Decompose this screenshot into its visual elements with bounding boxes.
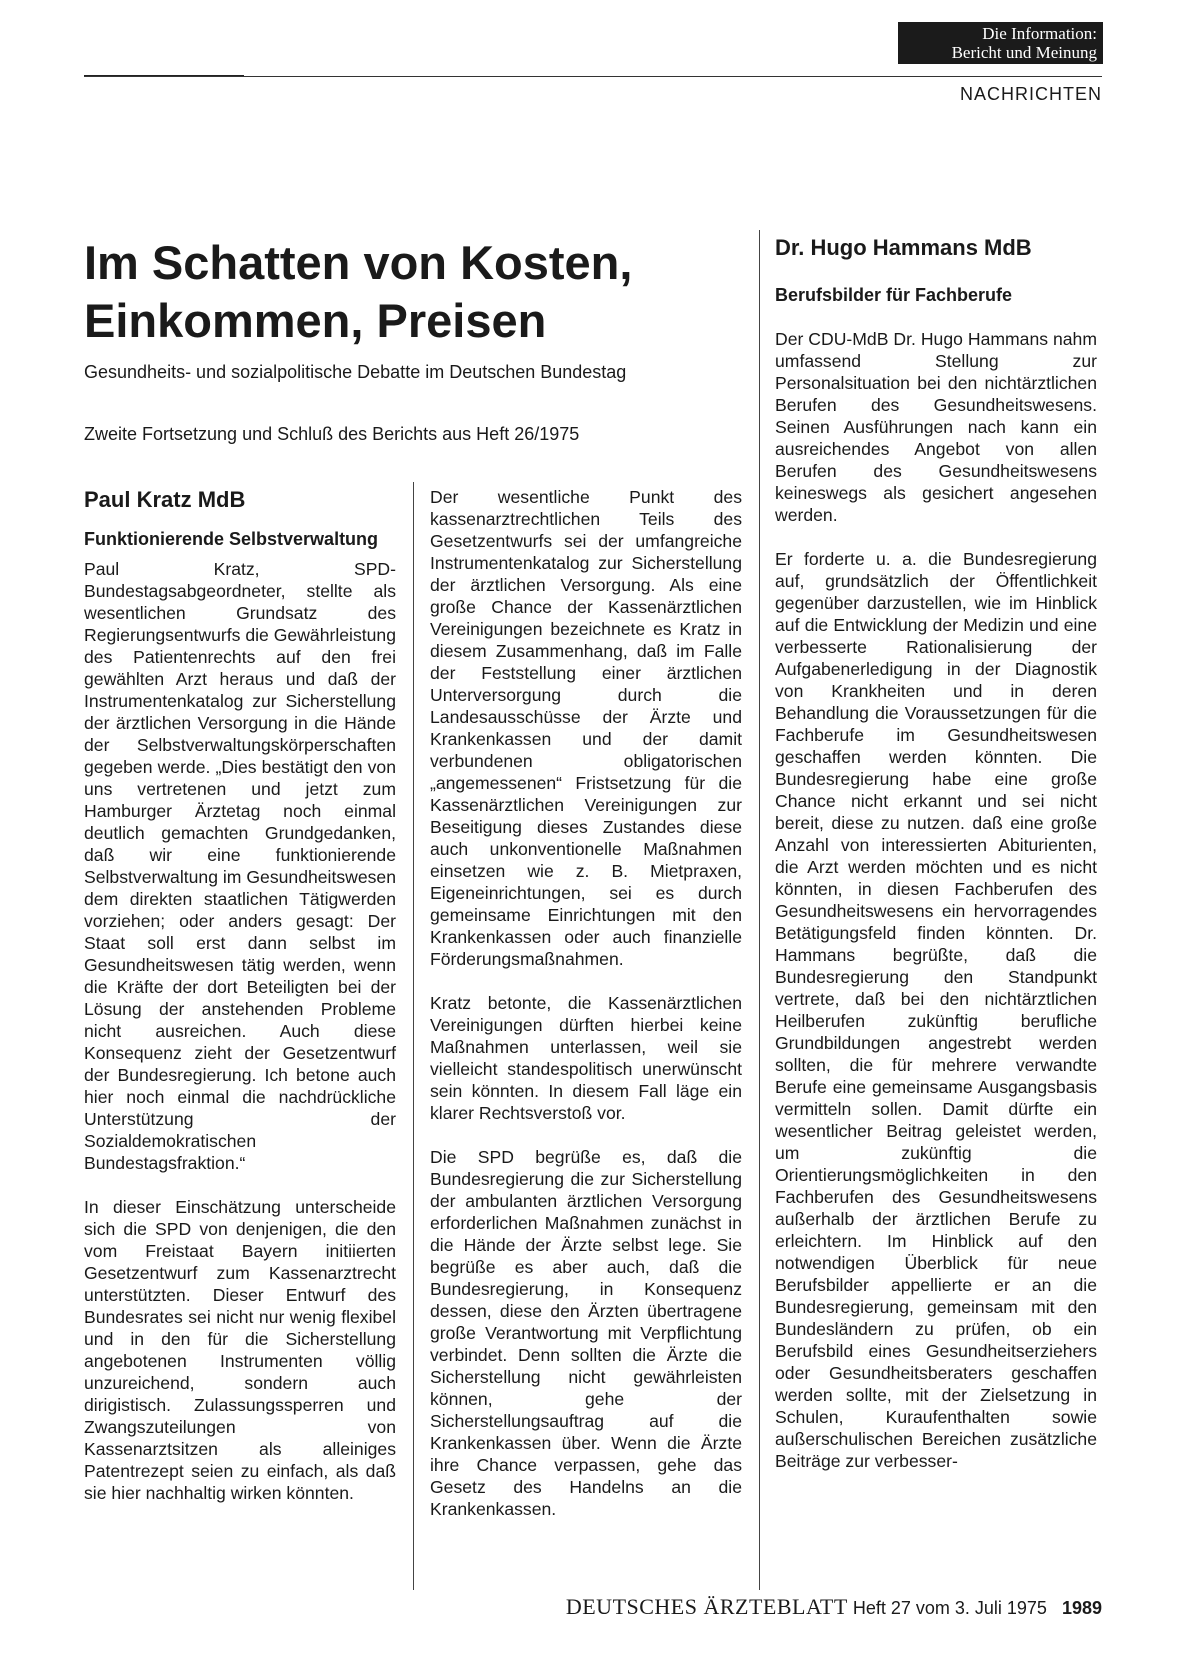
speaker-heading: Dr. Hugo Hammans MdB	[775, 235, 1032, 260]
badge-line-2: Bericht und Meinung	[951, 43, 1097, 62]
paragraph: Er forderte u. a. die Bundesregierung auf, grundsätzlich der Öffentlichkeit gegenüber darzustellen, wie im Hinblick auf die Entwicklung der Medizin und eine verbesserte Rationalisierung der Aufgabenerledigung in der Diagnostik von Krankheiten und in deren Behandlung die Voraussetzungen für die Fachberufe im Gesundheitswesen geschaffen werden könnten. Die Bundesregierung habe eine große Chance nicht erkannt und sei nicht bereit, diese zu nutzen. daß eine große Anzahl von interessierten Abiturienten, die Arzt werden möchten und es nicht könnten, in diesen Fachberufen des Gesundheitswesens ein hervorragendes Betätigungsfeld finden könnten. Dr. Hammans begrüßte, daß die Bundesregierung den Standpunkt vertrete, daß bei den nichtärztlichen Heilberufen zukünftig berufliche Grundbildungen angestrebt werden sollten, die für mehrere verwandte Berufe eine gemeinsame Ausgangsbasis vermitteln sollen. Damit dürfte ein wesentlicher Beitrag geleistet werden, um zukünftig die Orientierungsmöglichkeiten in den Fachberufen des Gesundheitswesens außerhalb der ärztlichen Berufe zu erleichtern. Im Hinblick auf den notwendigen Überblick für neue Berufsbilder appellierte er an die Bundesregierung, gemeinsam mit den Bundesländern zu prüfen, ob ein Berufsbild eines Gesundheitserziehers oder Gesundheitsberaters geschaffen werden sollte, mit der Zielsetzung in Schulen, Kuraufenthalten sowie außerschulischen Bereichen zusätzliche Beiträge zur verbesser-	[775, 549, 1097, 1471]
paragraph: Kratz betonte, die Kassenärztlichen Vereinigungen dürften hierbei keine Maßnahmen unterlassen, weil sie vielleicht standespolitisch unerwünscht sein könnten. In diesem Fall läge ein klarer Rechtsverstoß vor.	[430, 993, 742, 1123]
speaker-heading: Paul Kratz MdB	[84, 487, 246, 512]
article-title	[84, 234, 744, 350]
paragraph: Die SPD begrüße es, daß die Bundesregierung die zur Sicherstellung der ambulanten ärztlichen Versorgung erforderlichen Maßnahmen zunächst in die Hände der Ärzte selbst lege. Sie begrüße es aber auch, daß die Bundesregierung, in Konsequenz dessen, diese den Ärzten übertragene große Verantwortung mit Verpflichtung verbindet. Denn sollten die Ärzte die Sicherstellung nicht gewährleisten können, gehe der Sicherstellungsauftrag auf die Krankenkassen über. Wenn die Ärzte ihre Chance verpassen, gehe das Gesetz des Handelns an die Krankenkassen.	[430, 1147, 742, 1519]
page-footer	[480, 1594, 1102, 1620]
subheading: Berufsbilder für Fachberufe	[775, 285, 1013, 305]
column-divider	[759, 230, 760, 1590]
issue-info: Heft 27 vom 3. Juli 1975	[852, 1598, 1047, 1618]
article-subtitle: Gesundheits- und sozialpolitische Debatte im Deutschen Bundestag	[84, 362, 627, 382]
paragraph: Paul Kratz, SPD-Bundestagsabgeordneter, stellte als wesentlichen Grundsatz des Regierungsentwurfs die Gewährleistung des Patientenrechts auf den frei gewählten Arzt heraus und daß der Instrumentenkatalog zur Sicherstellung der ärztlichen Versorgung in die Hände der Selbstverwaltungskörperschaften gegeben werde. „Dies bestätigt den von uns vertretenen und jetzt zum Hamburger Ärztetag noch einmal deutlich gemachten Grundgedanken, daß wir eine funktionierende Selbstverwaltung im Gesundheitswesen dem direkten staatlichen Tätigwerden vorziehen; oder anders gesagt: Der Staat soll erst dann selbst im Gesundheitswesen tätig werden, wenn die Kräfte der dort Beteiligten bei der Lösung der anstehenden Probleme nicht ausreichen. Auch diese Konsequenz zieht der Gesetzentwurf der Bundesregierung. Ich betone auch hier noch einmal die nachdrückliche Unterstützung der Sozialdemokratischen Bundestagsfraktion.“	[84, 559, 396, 1173]
paragraph: Der wesentliche Punkt des kassenarztrechtlichen Teils des Gesetzentwurfs sei der umfangreiche Instrumentenkatalog zur Sicherstellung der ärztlichen Versorgung. Als eine große Chance der Kassenärztlichen Vereinigungen bezeichnete es Kratz in diesem Zusammenhang, daß im Falle der Feststellung einer ärztlichen Unterversorgung durch die Landesausschüsse der Ärzte und Krankenkassen und der damit verbundenen obligatorischen „angemessenen“ Fristsetzung für die Kassenärztlichen Vereinigungen zur Beseitigung dieses Zustandes diese auch unkonventionelle Maßnahmen einsetzen wie z. B. Mietpraxen, Eigeneinrichtungen, sei es durch gemeinsame Einrichtungen mit den Krankenkassen oder auch finanzielle Förderungsmaßnahmen.	[430, 487, 742, 969]
rubric-badge	[898, 22, 1103, 64]
page-number: 1989	[1061, 1598, 1102, 1618]
header-rule	[84, 76, 1102, 77]
column-1	[84, 486, 396, 1526]
paragraph: In dieser Einschätzung unterscheide sich die SPD von denjenigen, die den vom Freistaat Bayern initiierten Gesetzentwurf zum Kassenarztrecht unterstützten. Dieser Entwurf des Bundesrates sei nicht nur wenig flexibel und in den für die Sicherstellung angebotenen Instrumenten völlig unzureichend, sondern auch dirigistisch. Zulassungssperren und Zwangszuteilungen von Kassenarztsitzen als alleiniges Patentrezept seien zu einfach, als daß sie hier nachhaltig wirken könnten.	[84, 1197, 396, 1503]
title-line-1: Im Schatten von Kosten,	[84, 236, 633, 289]
column-divider	[413, 482, 414, 1590]
title-line-2: Einkommen, Preisen	[84, 294, 547, 347]
column-2	[430, 486, 742, 1542]
journal-name: DEUTSCHES ÄRZTEBLATT	[565, 1594, 848, 1619]
badge-line-1: Die Information:	[982, 24, 1097, 43]
column-3	[775, 234, 1097, 1494]
continuation-note: Zweite Fortsetzung und Schluß des Berichts aus Heft 26/1975	[84, 424, 580, 444]
subheading: Funktionierende Selbstverwaltung	[84, 529, 379, 549]
section-label: NACHRICHTEN	[959, 84, 1102, 104]
paragraph: Der CDU-MdB Dr. Hugo Hammans nahm umfassend Stellung zur Personalsituation bei den nichtärztlichen Berufen des Gesundheitswesens. Seinen Ausführungen nach kann ein ausreichendes Angebot von allen Berufen des Gesundheitswesens keineswegs als gesichert angesehen werden.	[775, 329, 1097, 525]
